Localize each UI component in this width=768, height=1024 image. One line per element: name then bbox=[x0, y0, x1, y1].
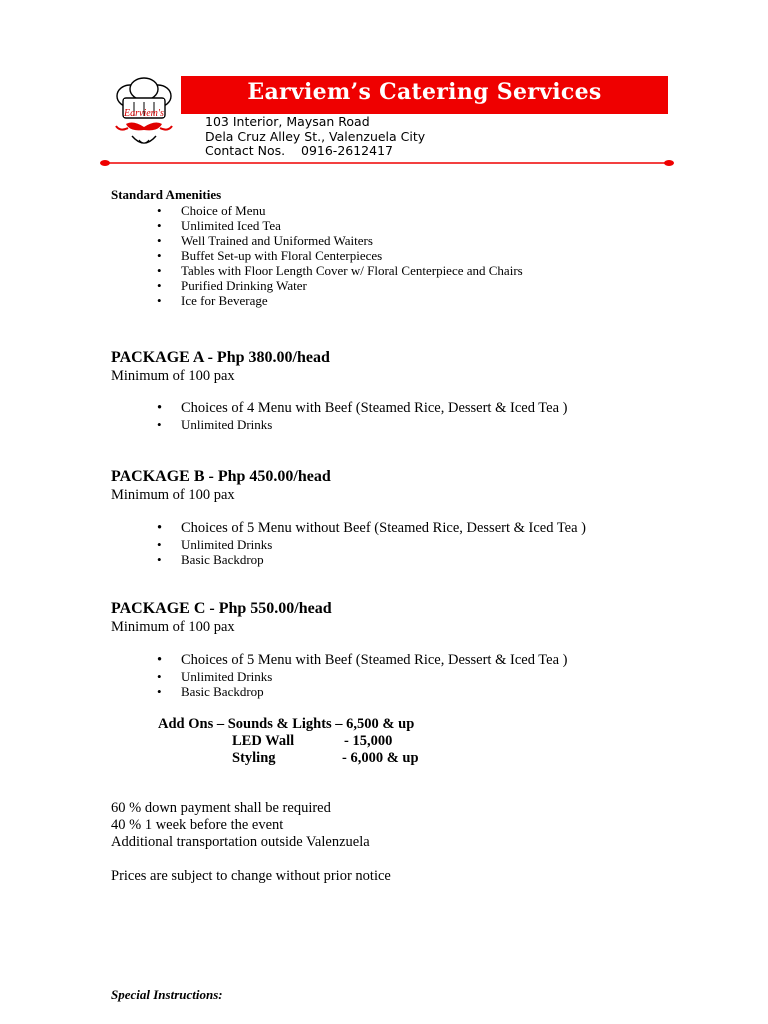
list-item: • Tables with Floor Length Cover w/ Floral Centerpiece and Chairs bbox=[157, 263, 523, 278]
header-banner bbox=[181, 76, 668, 114]
package-c-list bbox=[157, 652, 567, 699]
package-a-title: PACKAGE A - Php 380.00/head bbox=[111, 349, 330, 366]
amenities-list bbox=[157, 203, 523, 308]
contact-number: 0916-2612417 bbox=[301, 143, 393, 158]
list-item: • Unlimited Iced Tea bbox=[157, 218, 523, 233]
address-line-1: 103 Interior, Maysan Road bbox=[205, 114, 370, 129]
list-item: • Choices of 5 Menu with Beef (Steamed Rice, Dessert & Iced Tea ) bbox=[157, 652, 567, 669]
term-line: 40 % 1 week before the event bbox=[111, 817, 284, 833]
list-item: • Purified Drinking Water bbox=[157, 278, 523, 293]
addon-led-label: LED Wall bbox=[232, 733, 295, 749]
addon-styling-value: - 6,000 & up bbox=[342, 750, 419, 766]
list-item: • Unlimited Drinks bbox=[157, 417, 567, 432]
addons-line: Add Ons – Sounds & Lights – 6,500 & up bbox=[158, 716, 415, 732]
package-a-minimum: Minimum of 100 pax bbox=[111, 368, 235, 384]
list-item: • Buffet Set-up with Floral Centerpieces bbox=[157, 248, 523, 263]
company-title: Earviem’s Catering Services bbox=[247, 79, 602, 105]
package-c-minimum: Minimum of 100 pax bbox=[111, 619, 235, 635]
list-item: • Choices of 4 Menu with Beef (Steamed Rice, Dessert & Iced Tea ) bbox=[157, 400, 567, 417]
amenities-heading: Standard Amenities bbox=[111, 187, 222, 202]
address-line-2: Dela Cruz Alley St., Valenzuela City bbox=[205, 129, 426, 144]
list-item: • Ice for Beverage bbox=[157, 293, 523, 308]
package-b-list bbox=[157, 520, 586, 567]
addon-led-row bbox=[232, 733, 392, 750]
list-item: • Well Trained and Uniformed Waiters bbox=[157, 233, 523, 248]
contact-label: Contact Nos. bbox=[205, 143, 286, 158]
term-line: Additional transportation outside Valenzuela bbox=[111, 834, 370, 850]
list-item: • Unlimited Drinks bbox=[157, 537, 586, 552]
header-rule bbox=[100, 159, 674, 167]
list-item: • Basic Backdrop bbox=[157, 552, 586, 567]
chef-logo bbox=[106, 76, 182, 158]
package-b-title: PACKAGE B - Php 450.00/head bbox=[111, 468, 331, 485]
price-notice: Prices are subject to change without prior notice bbox=[111, 868, 391, 884]
list-item: • Unlimited Drinks bbox=[157, 669, 567, 684]
logo-text: Earviem's bbox=[124, 108, 164, 119]
addon-styling-row bbox=[232, 750, 419, 767]
special-instructions-heading: Special Instructions: bbox=[111, 987, 223, 1002]
package-b-minimum: Minimum of 100 pax bbox=[111, 487, 235, 503]
package-c-title: PACKAGE C - Php 550.00/head bbox=[111, 600, 332, 617]
contact-line bbox=[205, 143, 393, 158]
package-a-list bbox=[157, 400, 567, 432]
term-line: 60 % down payment shall be required bbox=[111, 800, 331, 816]
list-item: • Choice of Menu bbox=[157, 203, 523, 218]
list-item: • Choices of 5 Menu without Beef (Steamed Rice, Dessert & Iced Tea ) bbox=[157, 520, 586, 537]
list-item: • Basic Backdrop bbox=[157, 684, 567, 699]
addon-styling-label: Styling bbox=[232, 750, 276, 766]
addon-led-value: - 15,000 bbox=[344, 733, 393, 749]
